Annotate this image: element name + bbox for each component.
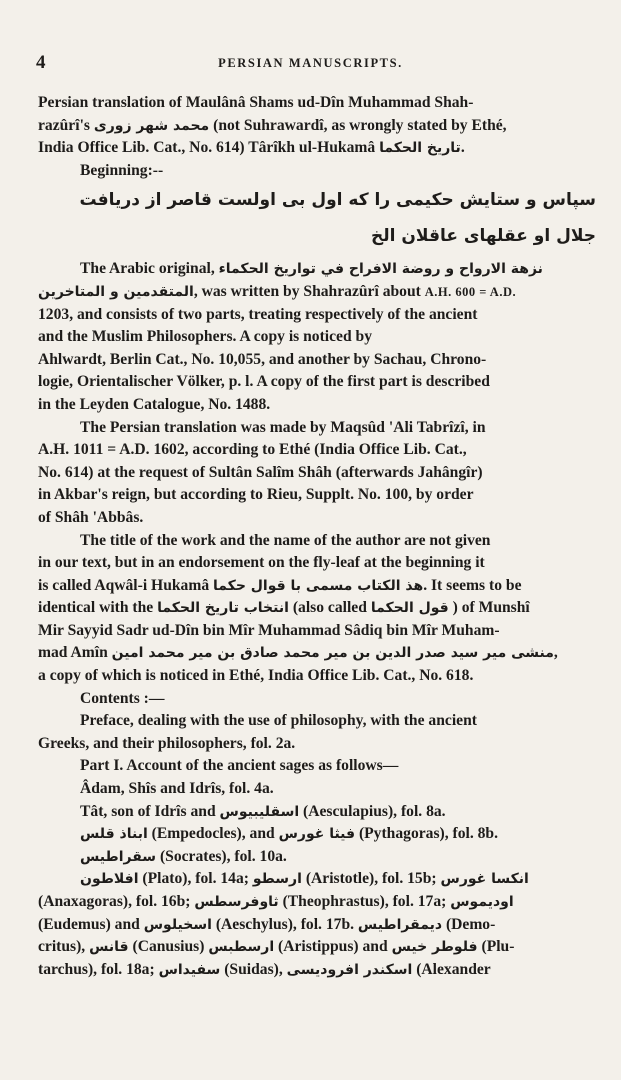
text-line: المتقدمين و المتاخرين, was written by Shahrazûrî about A.H. 600 = A.D. xyxy=(38,282,517,300)
text-line: Ahlwardt, Berlin Cat., No. 10,055, and another by Sachau, Chrono- xyxy=(38,350,487,368)
text-line: The Persian translation was made by Maqsûd 'Ali Tabrîzî, in xyxy=(80,418,486,436)
persian-quote-line: سپاس و ستایش حکیمی را که اول بی اولست قاصر از دریافت xyxy=(79,190,596,211)
text-line: logie, Orientalischer Völker, p. l. A copy of the first part is described xyxy=(38,373,490,391)
text-line: Greeks, and their philosophers, fol. 2a. xyxy=(38,734,296,752)
text-line: in our text, but in an endorsement on the fly-leaf at the beginning it xyxy=(38,554,485,572)
text-line: افلاطون (Plato), fol. 14a; ارسطو (Aristotle), fol. 15b; انکسا غورس xyxy=(80,870,529,888)
beginning-heading: Beginning:-- xyxy=(80,161,164,179)
text-line: Tât, son of Idrîs and اسقليبيوس (Aesculapius), fol. 8a. xyxy=(80,802,446,820)
text-line: in Akbar's reign, but according to Rieu, Supplt. No. 100, by order xyxy=(38,486,474,504)
text-line: in the Leyden Catalogue, No. 1488. xyxy=(38,395,271,413)
text-line: Âdam, Shîs and Idrîs, fol. 4a. xyxy=(80,780,274,798)
text-line: A.H. 1011 = A.D. 1602, according to Ethé (India Office Lib. Cat., xyxy=(38,441,467,459)
text-line: 1203, and consists of two parts, treating respectively of the ancient xyxy=(38,305,478,323)
running-head: PERSIAN MANUSCRIPTS. xyxy=(218,56,403,70)
text-line: Mir Sayyid Sadr ud-Dîn bin Mîr Muhammad Sâdiq bin Mîr Muham- xyxy=(38,621,500,639)
text-line: and the Muslim Philosophers. A copy is noticed by xyxy=(38,328,373,346)
text-line: critus), قانس (Canusius) ارسطبس (Aristippus) and فلوطر خیس (Plu- xyxy=(38,938,515,956)
text-line: Preface, dealing with the use of philosophy, with the ancient xyxy=(80,712,477,730)
text-line: No. 614) at the request of Sultân Salîm Shâh (afterwards Jahângîr) xyxy=(38,463,483,481)
text-line: (Eudemus) and اسخیلوس (Aeschylus), fol. 17b. دیمقراطیس (Demo- xyxy=(38,915,496,933)
text-line: a copy of which is noticed in Ethé, India Office Lib. Cat., No. 618. xyxy=(38,667,474,685)
page-header xyxy=(0,52,621,76)
text-line: ابناذ قلس (Empedocles), and فیثا غورس (Pythagoras), fol. 8b. xyxy=(80,825,499,843)
page-number: 4 xyxy=(36,52,46,73)
text-line: identical with the انتخاب تاریخ الحکما (also called قول الحکما ) of Munshî xyxy=(38,599,530,617)
text-line: Persian translation of Maulânâ Shams ud-Dîn Muhammad Shah- xyxy=(38,94,474,111)
text-line: of Shâh 'Abbâs. xyxy=(38,508,144,526)
text-line: India Office Lib. Cat., No. 614) Târîkh ul-Hukamâ تاریخ الحکما. xyxy=(38,139,465,157)
text-line: The Arabic original, نزهة الارواح و روضة الافراح في تواريخ الحكماء xyxy=(80,260,543,278)
text-line: سقراطیس (Socrates), fol. 10a. xyxy=(80,847,287,865)
text-line: razûrî's محمد شهر زوری (not Suhrawardî, as wrongly stated by Ethé, xyxy=(38,116,507,134)
document-body xyxy=(38,92,600,981)
text-line: Part I. Account of the ancient sages as follows— xyxy=(80,757,399,775)
persian-quote-line: جلال او عقلهای عاقلان الخ xyxy=(371,226,596,247)
text-line: (Anaxagoras), fol. 16b; ثاوفرسطس (Theophrastus), fol. 17a; اودیموس xyxy=(38,893,514,910)
text-line: The title of the work and the name of the author are not given xyxy=(80,531,491,549)
text-line: mad Amîn منشی میر سید صدر الدین بن میر محمد صادق بن میر محمد امین, xyxy=(38,644,558,662)
contents-heading: Contents :— xyxy=(80,689,165,707)
text-line: is called Aqwâl-i Hukamâ هذ الكتاب مسمی با قوال حکما. It seems to be xyxy=(38,576,522,594)
text-line: tarchus), fol. 18a; سفیداس (Suidas), اسکندر افرودیسی (Alexander xyxy=(38,960,491,978)
